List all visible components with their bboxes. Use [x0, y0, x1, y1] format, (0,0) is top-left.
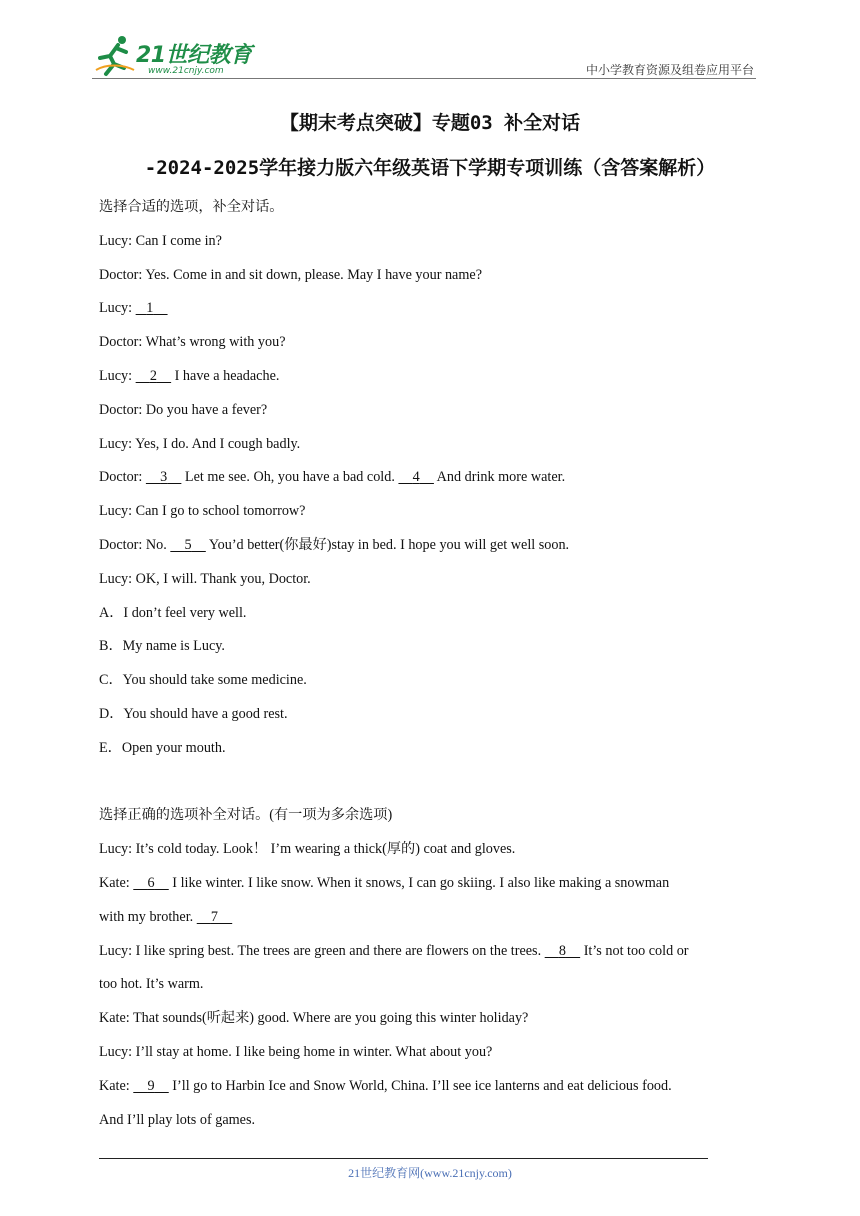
dialog-line	[99, 1074, 759, 1108]
dialog-text: I have a headache.	[171, 367, 280, 384]
dialog-line	[99, 905, 759, 939]
section2-instruction: 选择正确的选项补全对话。(有一项为多余选项)	[99, 807, 393, 824]
footer-text[interactable]: 21世纪教育网(www.21cnjy.com)	[348, 1166, 512, 1180]
dialog-line: Lucy: Can I come in?	[99, 232, 222, 249]
runner-logo-icon	[92, 34, 136, 78]
blank-number: 5	[184, 536, 192, 553]
logo-text: 21世纪教育	[136, 43, 252, 68]
page-title-line2: -2024-2025学年接力版六年级英语下学期专项训练（含答案解析）	[144, 157, 716, 179]
option-b: B．My name is Lucy.	[99, 638, 225, 655]
dialog-line: Lucy: I’ll stay at home. I like being home in winter. What about you?	[99, 1043, 493, 1060]
page-title-line1: 【期末考点突破】专题03 补全对话	[279, 112, 581, 134]
answer-blank-9[interactable]	[133, 1074, 168, 1098]
dialog-line: Lucy: It’s cold today. Look！ I’m wearing a thick(厚的) coat and gloves.	[99, 841, 516, 858]
option-c: C．You should take some medicine.	[99, 672, 307, 689]
blank-number: 9	[147, 1077, 155, 1094]
dialog-speaker: Lucy:	[99, 300, 136, 317]
dialog-speaker: Kate:	[99, 1077, 134, 1094]
dialog-text: Lucy: I like spring best. The trees are green and there are flowers on the trees.	[99, 942, 545, 959]
section1-instruction: 选择合适的选项，补全对话。	[99, 199, 284, 215]
dialog-text: You’d better(你最好)stay in bed. I hope you will get well soon.	[205, 536, 570, 553]
dialog-speaker: Kate:	[99, 874, 134, 891]
site-logo	[92, 34, 262, 78]
dialog-line	[99, 871, 759, 905]
dialog-text: It’s not too cold or	[580, 942, 689, 959]
dialog-speaker: Doctor:	[99, 469, 146, 486]
dialog-line: Lucy: Yes, I do. And I cough badly.	[99, 435, 301, 452]
header-divider	[92, 78, 756, 79]
option-e: E．Open your mouth.	[99, 739, 226, 756]
dialog-text: Let me see. Oh, you have a bad cold.	[181, 469, 399, 486]
answer-blank-3[interactable]	[146, 465, 181, 489]
page-header	[92, 30, 754, 78]
header-platform-text: 中小学教育资源及组卷应用平台	[585, 63, 754, 77]
dialog-speaker: Doctor: No.	[99, 536, 171, 553]
dialog-line: Doctor: What’s wrong with you?	[99, 334, 286, 351]
footer-divider	[99, 1158, 708, 1159]
dialog-text: I’ll go to Harbin Ice and Snow World, China. I’ll see ice lanterns and eat delicious food.	[168, 1077, 672, 1094]
dialog-line: too hot. It’s warm.	[99, 976, 204, 993]
answer-blank-8[interactable]	[545, 939, 580, 963]
dialog-text: And drink more water.	[433, 469, 566, 486]
dialog-text: I like winter. I like snow. When it snows, I can go skiing. I also like making a snowman	[168, 874, 670, 891]
answer-blank-6[interactable]	[133, 871, 168, 895]
dialog-line	[99, 533, 759, 567]
section-gap	[99, 770, 759, 804]
option-a: A．I don’t feel very well.	[99, 604, 247, 621]
blank-number: 2	[149, 367, 157, 384]
dialog-line	[99, 465, 759, 499]
blank-number: 1	[146, 300, 154, 317]
answer-blank-1[interactable]	[136, 296, 168, 320]
answer-blank-5[interactable]	[170, 533, 205, 557]
logo-subtext: www.21cnjy.com	[148, 66, 224, 76]
dialog-line	[99, 296, 759, 330]
dialog-line: Doctor: Yes. Come in and sit down, please. May I have your name?	[99, 266, 482, 283]
dialog-text: with my brother.	[99, 908, 197, 925]
blank-number: 6	[147, 874, 155, 891]
dialog-line: Doctor: Do you have a fever?	[99, 401, 268, 418]
dialog-line	[99, 939, 759, 973]
answer-blank-4[interactable]	[398, 465, 433, 489]
dialog-line: Lucy: Can I go to school tomorrow?	[99, 503, 306, 520]
blank-number: 7	[210, 908, 219, 925]
answer-blank-2[interactable]	[136, 364, 171, 388]
document-body	[99, 195, 759, 1141]
blank-number: 3	[160, 469, 168, 486]
dialog-speaker: Lucy:	[99, 367, 136, 384]
dialog-line: And I’ll play lots of games.	[99, 1111, 256, 1128]
dialog-line: Kate: That sounds(听起来) good. Where are you going this winter holiday?	[99, 1010, 529, 1027]
dialog-line: Lucy: OK, I will. Thank you, Doctor.	[99, 570, 311, 587]
blank-number: 8	[558, 942, 566, 959]
answer-blank-7[interactable]	[197, 905, 232, 929]
option-d: D．You should have a good rest.	[99, 705, 288, 722]
blank-number: 4	[412, 469, 420, 486]
dialog-line	[99, 364, 759, 398]
